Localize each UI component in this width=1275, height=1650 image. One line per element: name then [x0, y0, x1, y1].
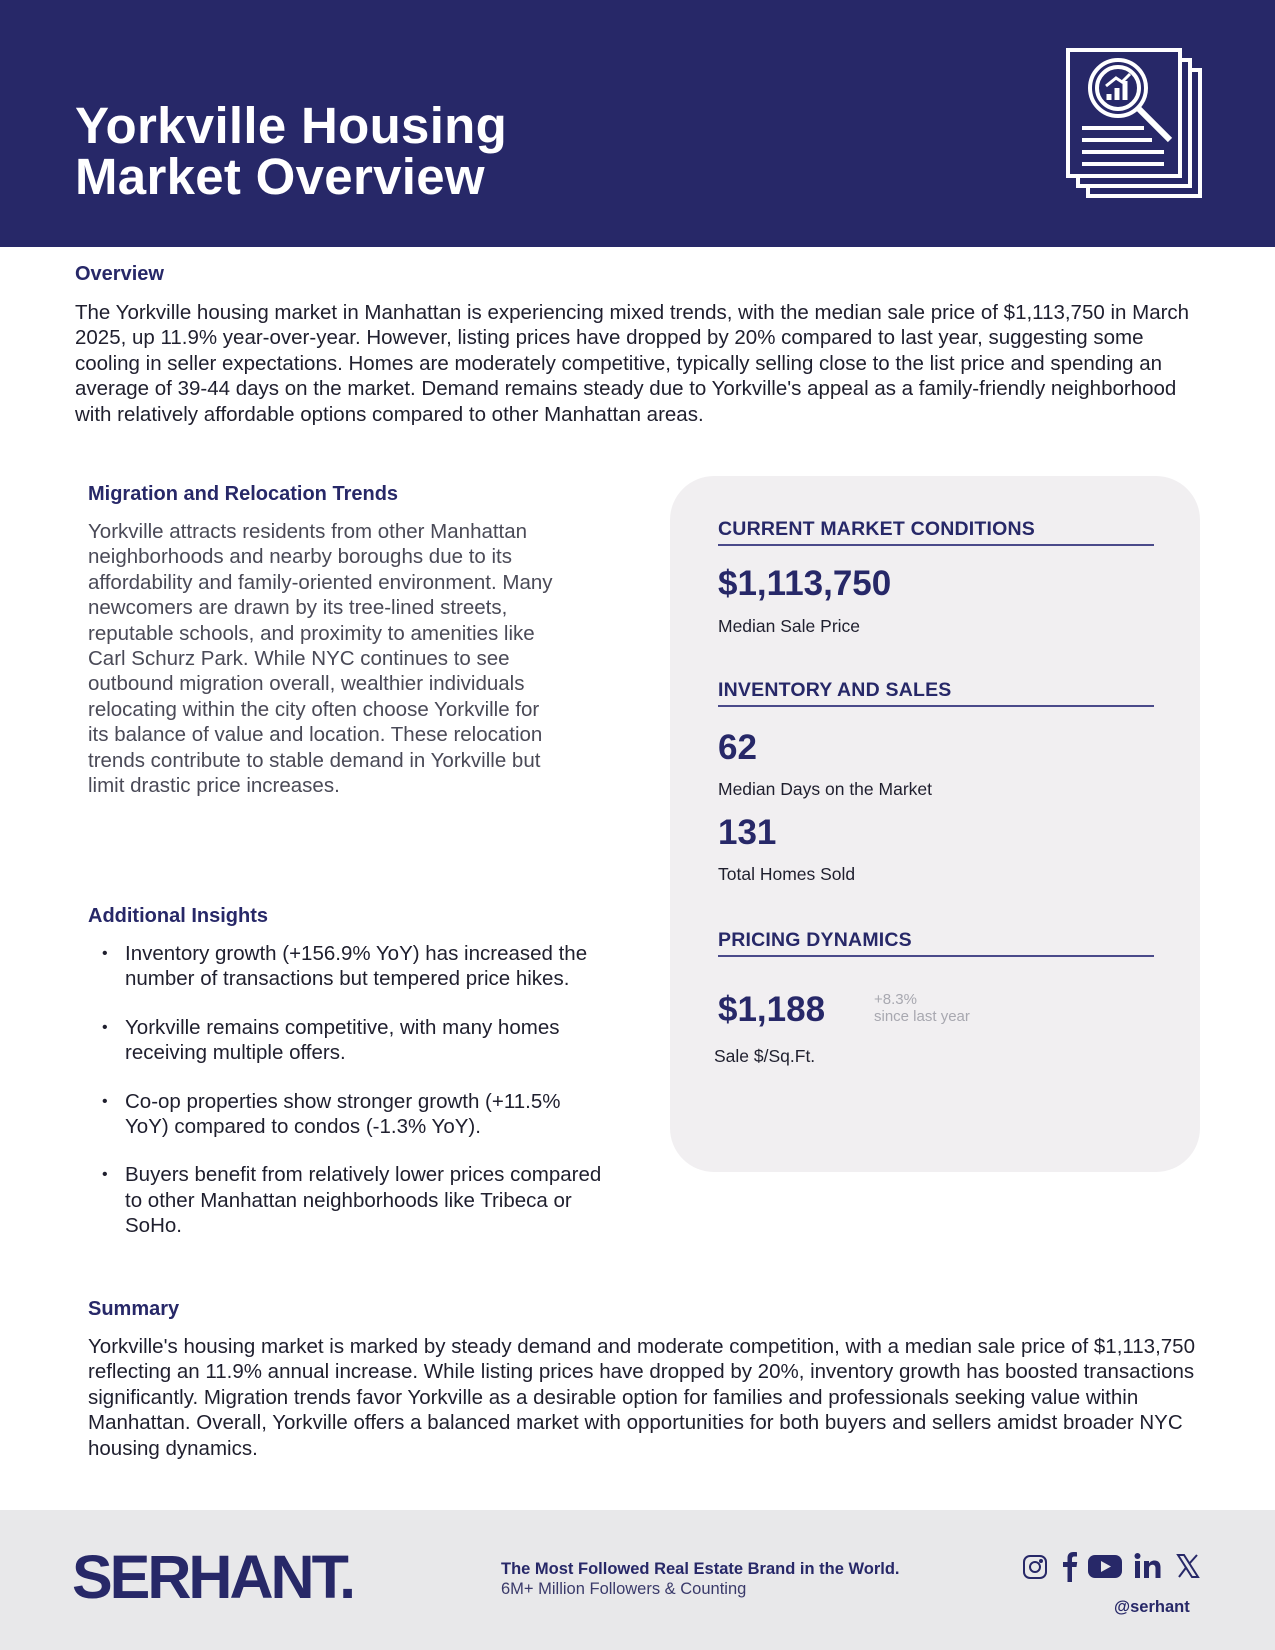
youtube-icon[interactable] — [1088, 1550, 1122, 1582]
insights-heading: Additional Insights — [88, 905, 268, 927]
migration-text: Yorkville attracts residents from other Manhattan neighborhoods and nearby boroughs due to its affordability and family-oriented environment. Many newcomers are drawn by its tree-lined streets, reputable schools, and proximity to amenities like Carl Schurz Park. While NYC continues to see outbound migration overall, wealthier individuals relocating within the city often choose Yorkville for its balance of value and location. These relocation trends contribute to stable demand in Yorkville but limit drastic price increases. — [88, 520, 553, 798]
market-conditions-title: CURRENT MARKET CONDITIONS — [718, 518, 1035, 540]
divider — [718, 955, 1154, 957]
median-sale-price-value: $1,113,750 — [718, 564, 892, 603]
median-sale-price-label: Median Sale Price — [718, 616, 861, 636]
homes-sold-value: 131 — [718, 813, 777, 852]
inventory-sales-title: INVENTORY AND SALES — [718, 679, 952, 701]
price-change-value: +8.3% — [874, 991, 917, 1008]
days-on-market-value: 62 — [718, 728, 757, 767]
brand-tagline: The Most Followed Real Estate Brand in the World. — [501, 1560, 900, 1578]
price-per-sqft-label: Sale $/Sq.Ft. — [714, 1046, 816, 1066]
page-title — [75, 97, 508, 205]
days-on-market-label: Median Days on the Market — [718, 779, 932, 799]
overview-heading: Overview — [75, 263, 164, 285]
summary-text: Yorkville's housing market is marked by steady demand and moderate competition, with a median sale price of $1,113,750 reflecting an 11.9% annual increase. While listing prices have dropped by 20%, inventory growth has boosted transactions significantly. Migration trends favor Yorkville as a desirable option for families and professionals seeking value within Manhattan. Overall, Yorkville offers a balanced market with opportunities for both buyers and sellers amidst broader NYC housing dynamics. — [88, 1335, 1195, 1460]
facebook-icon[interactable] — [1062, 1550, 1078, 1582]
overview-text: The Yorkville housing market in Manhattan is experiencing mixed trends, with the median sale price of $1,113,750 in March 2025, up 11.9% year-over-year. However, listing prices have dropped by 20% compared to last year, suggesting some cooling in seller expectations. Homes are moderately competitive, typically selling close to the list price and spending an average of 39-44 days on the market. Demand remains steady due to Yorkville's appeal as a family-friendly neighborhood with relatively affordable options compared to other Manhattan areas. — [75, 301, 1190, 426]
list-item: • Co-op properties show stronger growth (+11.5% YoY) compared to condos (-1.3% YoY). — [88, 1089, 608, 1140]
linkedin-icon[interactable] — [1134, 1550, 1162, 1582]
brand-subtagline: 6M+ Million Followers & Counting — [501, 1580, 747, 1598]
divider — [718, 544, 1154, 546]
social-handle[interactable]: @serhant — [1114, 1598, 1190, 1616]
page-title-line-1: Yorkville Housing — [75, 97, 508, 154]
list-item: • Yorkville remains competitive, with many homes receiving multiple offers. — [88, 1015, 608, 1066]
page-footer — [0, 1510, 1275, 1650]
homes-sold-label: Total Homes Sold — [718, 864, 856, 884]
report-magnifier-chart-icon — [1066, 48, 1204, 200]
list-item: • Buyers benefit from relatively lower prices compared to other Manhattan neighborhoods like Tribeca or SoHo. — [88, 1162, 608, 1238]
price-change-note: since last year — [874, 1008, 970, 1025]
social-links — [1022, 1550, 1202, 1584]
migration-heading: Migration and Relocation Trends — [88, 483, 399, 505]
instagram-icon[interactable] — [1022, 1550, 1048, 1582]
insights-list — [88, 941, 608, 1262]
brand-logo: SERHANT. — [72, 1543, 354, 1611]
price-change-indicator — [874, 991, 970, 1025]
x-icon[interactable] — [1176, 1550, 1200, 1582]
summary-heading: Summary — [88, 1298, 180, 1320]
market-conditions-card — [670, 476, 1200, 1172]
price-per-sqft-value: $1,188 — [718, 990, 826, 1029]
page-header — [0, 0, 1275, 247]
page-title-line-2: Market Overview — [75, 148, 485, 205]
divider — [718, 705, 1154, 707]
list-item: • Inventory growth (+156.9% YoY) has increased the number of transactions but tempered price hikes. — [88, 941, 608, 992]
pricing-dynamics-title: PRICING DYNAMICS — [718, 929, 912, 951]
